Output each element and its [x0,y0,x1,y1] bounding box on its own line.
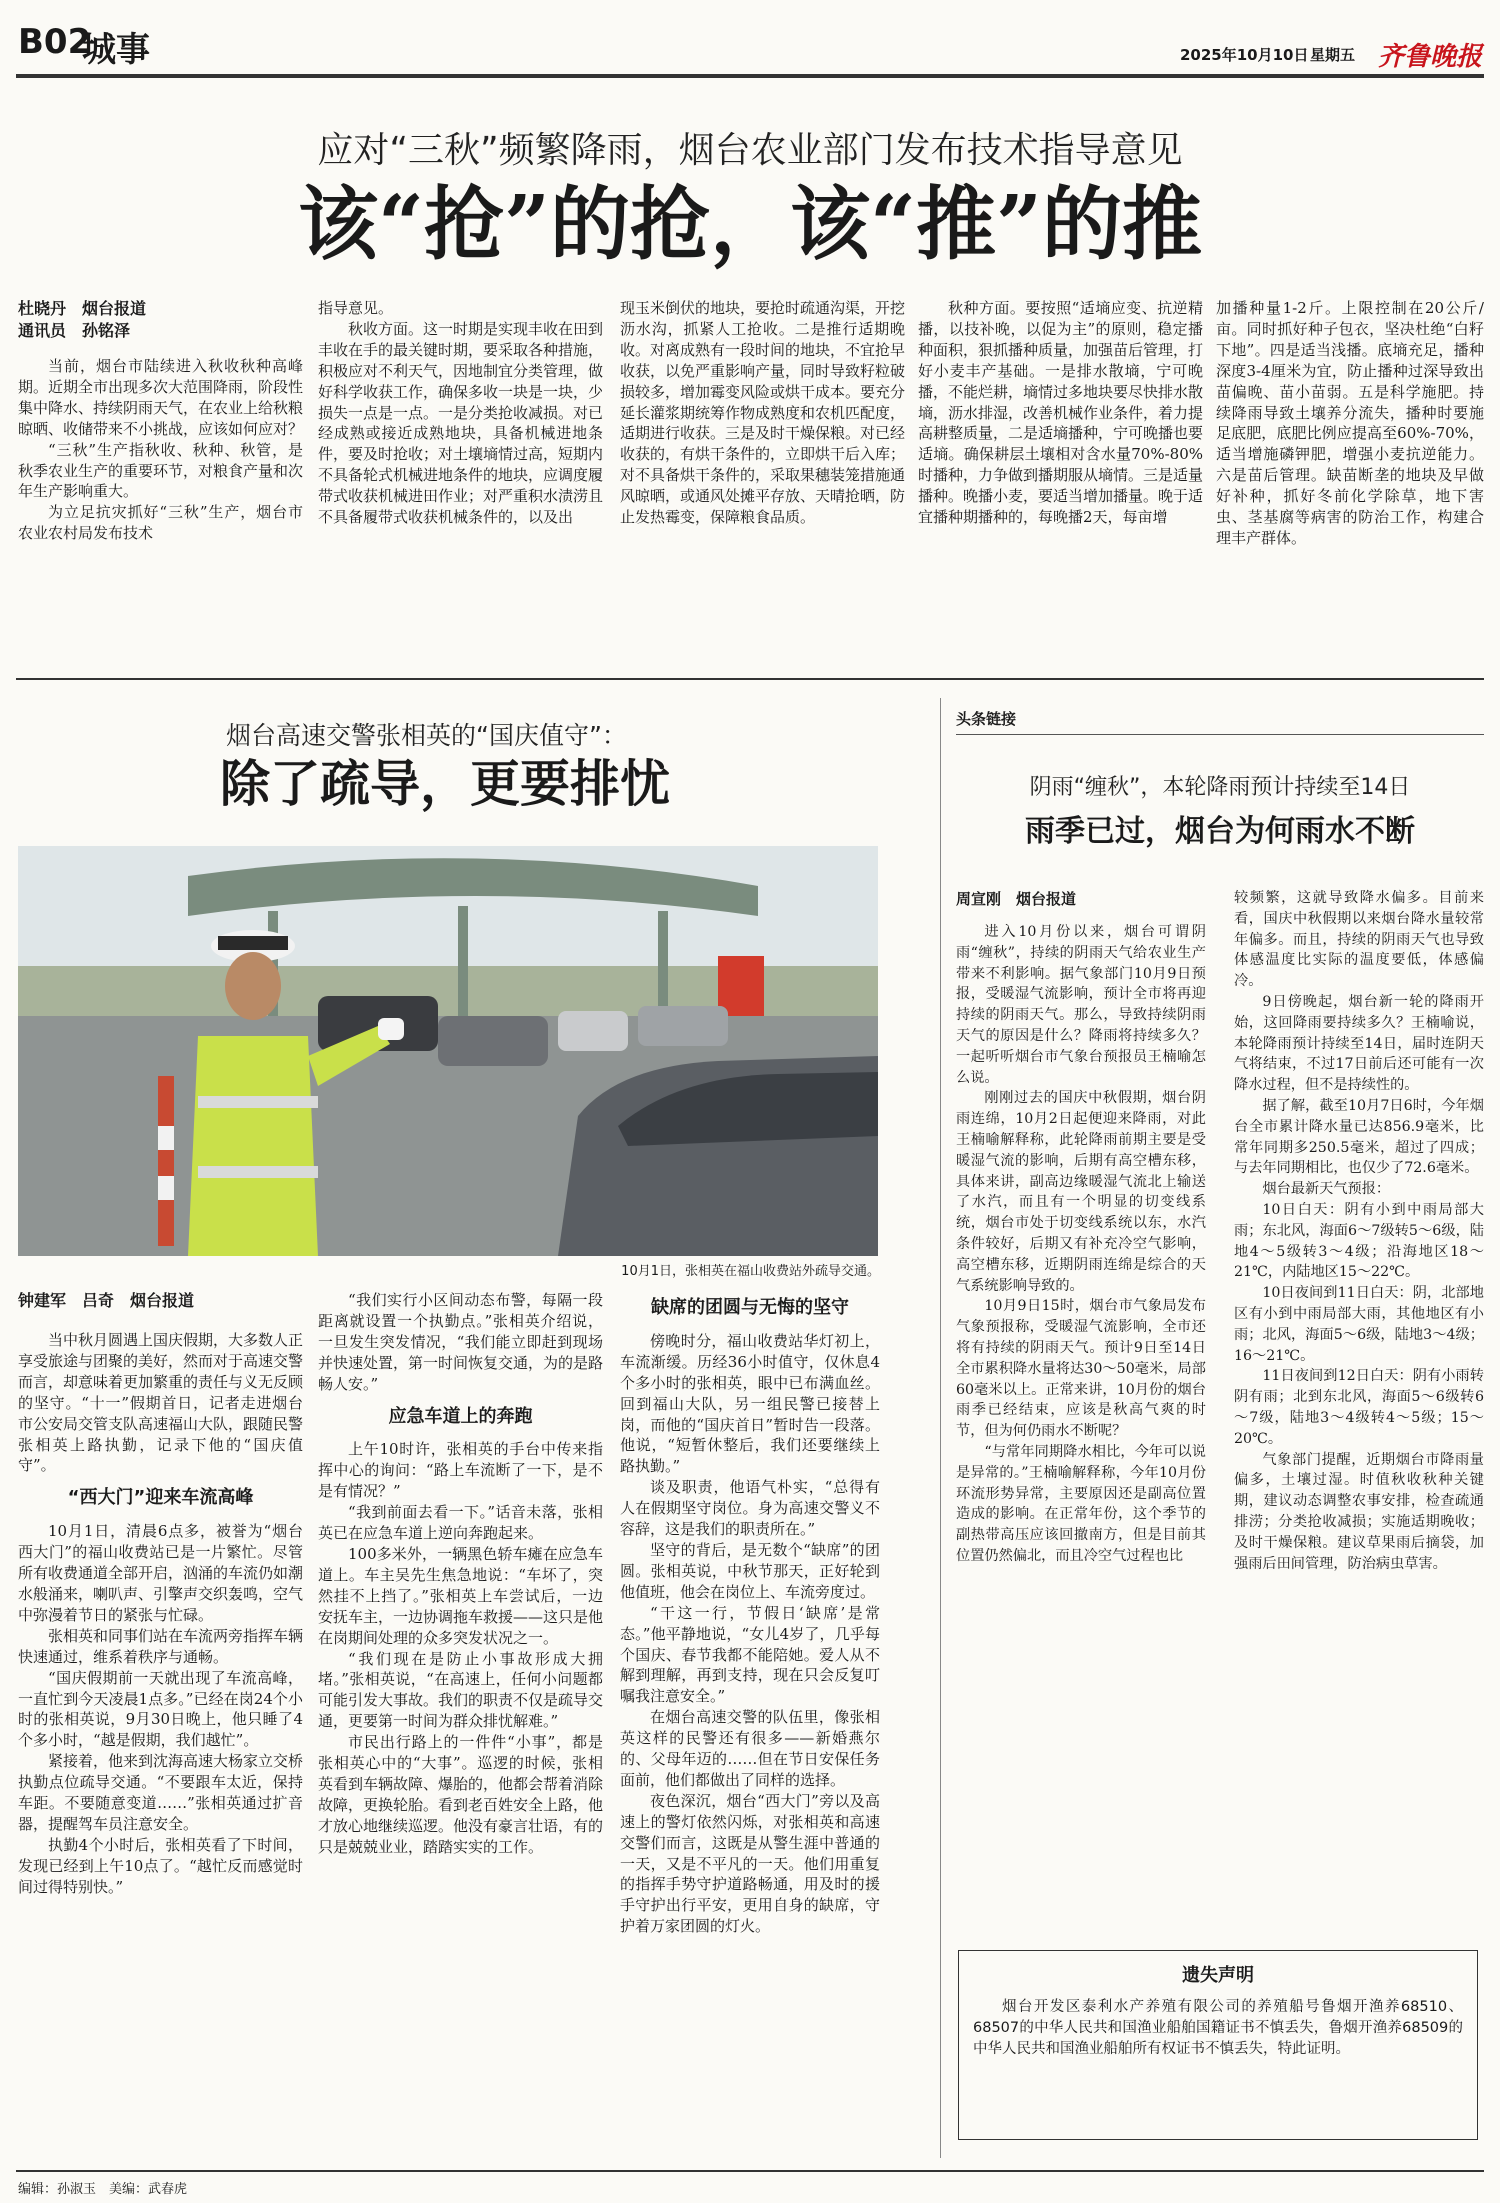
photo-caption: 10月1日，张相英在福山收费站外疏导交通。 [621,1264,880,1279]
article2-kicker: 烟台高速交警张相英的“国庆值守”： [226,721,627,750]
paragraph: 较频繁，这就导致降水偏多。目前来看，国庆中秋假期以来烟台降水量较常年偏多。而且，持续的阴雨天气也导致体感温度比实际的温度要低，体感偏冷。 [1234,890,1484,990]
paragraph: 气象部门提醒，近期烟台市降雨量偏多，土壤过湿。时值秋收秋种关键期，建议动态调整农事安排，检查疏通排涝；分类抢收减损；实施适期晚收；及时干燥保粮。建议草果雨后摘袋，加强雨后田间管理，防治病虫草害。 [1234,1451,1484,1572]
paragraph: 执勤4个小时后，张相英看了下时间，发现已经到上午10点了。“越忙反而感觉时间过得特别快。” [18,1835,303,1896]
paragraph: 10月9日15时，烟台市气象局发布气象预报称，受暖湿气流影响，全市还将有持续的阴雨天气。预计9日至14日全市累积降水量将达30～50毫米，局部60毫米以上。正常来讲，10月份的烟台雨季已经结束，应该是秋高气爽的时节，但为何仍雨水不断呢？ [956,1298,1206,1440]
paragraph: “国庆假期前一天就出现了车流高峰，一直忙到今天凌晨1点多。”已经在岗24个小时的张相英说，9月30日晚上，他只睡了4个多小时，“越是假期，我们越忙”。 [18,1668,303,1750]
paragraph: 刚刚过去的国庆中秋假期，烟台阴雨连绵，10月2日起便迎来降雨，对此王楠喻解释称，此轮降雨前期主要是受暖湿气流的影响，后期有高空槽东移，具体来讲，副高边缘暖湿气流北上输送了水汽，而且有一个明显的切变线系统，烟台市处于切变线系统以东，水汽条件较好，后期又有补充冷空气影响，高空槽东移，近期阴雨连绵是综合的天气系统影响导致的。 [956,1090,1206,1294]
paragraph: 秋收方面。这一时期是实现丰收在田到丰收在手的最关键时期，要采取各种措施，积极应对不利天气，因地制宜分类管理，做好科学收获工作，确保多收一块是一块，少损失一点是一点。一是分类抢收减损。对已经成熟或接近成熟地块，具备机械进地条件，要及时抢收；对土壤墒情过高，短期内不具备轮式机械进地条件的地块，应调度履带式收获机械进田作业；对严重积水渍涝且不具备履带式收获机械条件的，以及出 [318,319,603,527]
article2-headline: 除了疏导，更要排忧 [220,754,670,813]
article1-column-4 [918,298,1203,638]
lost-notice-box [958,1950,1478,2140]
header-rule [16,74,1484,78]
article1-column-3 [620,298,905,638]
article3-byline: 周宣刚 烟台报道 [956,890,1077,908]
footer-editor: 编辑：孙淑玉 美编：武春虎 [18,2182,188,2197]
article1-kicker: 应对“三秋”频繁降雨，烟台农业部门发布技术指导意见 [317,130,1183,171]
paragraph: 秋种方面。要按照“适墒应变、抗逆精播，以技补晚，以促为主”的原则，稳定播种面积，狠抓播种质量，加强苗后管理，打好小麦丰产基础。一是排水散墒，宁可晚播，不能烂耕，墒情过多地块要尽快排水散墒，沥水排湿，改善机械作业条件，着力提高耕整质量，二是适墒播种，宁可晚播也要适墒。确保耕层土壤相对含水量70%-80%时播种，力争做到播期服从墒情。三是适量播种。晚播小麦，要适当增加播量。晚于适宜播种期播种的，每晚播2天，每亩增 [918,299,1203,527]
article3-column-1 [956,888,1206,1938]
lost-notice-text: 烟台开发区泰利水产养殖有限公司的养殖船号鲁烟开渔养68510、68507的中华人民共和国渔业船舶国籍证书不慎丢失，鲁烟开渔养68509的中华人民共和国渔业船舶所有权证书不慎丢失，特此证明。 [973,1999,1463,2057]
paragraph: 100多米外，一辆黑色轿车瘫在应急车道上。车主吴先生焦急地说：“车坏了，突然挂不上挡了。”张相英上车尝试后，一边安抚车主，一边协调拖车救援——这只是他在岗期间处理的众多突发状况之一。 [318,1544,603,1647]
paragraph: 加播种量1-2斤。上限控制在20公斤/亩。同时抓好种子包衣，坚决杜绝“白籽下地”。四是适当浅播。底墒充足，播种深度3-4厘米为宜，防止播种过深导致出苗偏晚、苗小苗弱。五是科学施肥。持续降雨导致土壤养分流失，播种时要施足底肥，底肥比例应提高至60%-70%，适当增施磷钾肥，增强小麦抗逆能力。六是苗后管理。缺苗断垄的地块及早做好补种，抓好冬前化学除草，地下害虫、茎基腐等病害的防治工作，构建合理丰产群体。 [1216,299,1484,547]
link-label: 头条链接 [956,710,1017,728]
section-divider [16,678,1484,680]
paragraph: “我到前面去看一下。”话音未落，张相英已在应急车道上逆向奔跑起来。 [318,1503,603,1543]
article1-byline-reporter: 杜晓丹 烟台报道 [18,299,147,318]
subheading: 应急车道上的奔跑 [388,1405,533,1427]
paragraph: 据了解，截至10月7日6时，今年烟台全市累计降水量已达856.9毫米，比常年同期多250.5毫米，超过了四成；与去年同期相比，也仅少了72.6毫米。 [1234,1097,1484,1177]
article2-column-3 [620,1290,880,2170]
paragraph: 当前，烟台市陆续进入秋收秋种高峰期。近期全市出现多次大范围降雨，阶段性集中降水、持续阴雨天气，在农业上给秋粮晾晒、收储带来不小挑战，应该如何应对？ [18,357,303,438]
paragraph: 傍晚时分，福山收费站华灯初上，车流渐缓。历经36小时值守，仅休息4个多小时的张相英，眼中已布满血丝。回到福山大队，另一组民警已接替上岗，而他的“国庆首日”暂时告一段落。他说，“短暂休整后，我们还要继续上路执勤。” [620,1331,880,1476]
paragraph: 烟台最新天气预报： [1262,1181,1391,1198]
subheading: 缺席的团圆与无悔的坚守 [651,1297,849,1318]
paragraph: 11日夜间到12日白天：阴有小雨转阴有雨；北到东北风，海面5～6级转6～7级，陆地3～4级转4～5级；15～20℃。 [1234,1368,1484,1447]
section-name: 城事 [82,30,150,70]
paragraph: 谈及职责，他语气朴实，“总得有人在假期坚守岗位。身为高速交警义不容辞，这是我们的职责所在。” [620,1478,880,1539]
paragraph: 9日傍晚起，烟台新一轮的降雨开始，这回降雨要持续多久？王楠喻说，本轮降雨预计持续至14日，届时连阴天气将结束，不过17日前后还可能有一次降水过程，但不是持续性的。 [1234,993,1484,1094]
paper-logo: 齐鲁晚报 [1378,42,1483,72]
paragraph: “三秋”生产指秋收、秋种、秋管，是秋季农业生产的重要环节，对粮食产量和次年生产影响重大。 [18,440,303,501]
paragraph: 进入10月份以来，烟台可谓阴雨“缠秋”，持续的阴雨天气给农业生产带来不利影响。据气象部门10月9日预报，受暖湿气流影响，预计全市将再迎持续的阴雨天气。那么，导致持续阴雨天气的原因是什么？降雨将持续多久？一起听听烟台市气象台预报员王楠喻怎么说。 [956,924,1206,1086]
article3-kicker: 阴雨“缠秋”，本轮降雨预计持续至14日 [1029,775,1411,800]
article1-headline: 该“抢”的抢，该“推”的推 [297,177,1203,271]
paragraph: 夜色深沉，烟台“西大门”旁以及高速上的警灯依然闪烁，对张相英和高速交警们而言，这既是从警生涯中普通的一天，又是不平凡的一天。他们用重复的指挥手势守护道路畅通，用及时的援手守护出行平安，更用自身的缺席，守护着万家团圆的灯火。 [620,1791,880,1936]
paragraph: 现玉米倒伏的地块，要抢时疏通沟渠，开挖沥水沟，抓紧人工抢收。二是推行适期晚收。对离成熟有一段时间的地块，不宜抢早收获，以免严重影响产量，同时导致籽粒破损较多，增加霉变风险或烘干成本。要充分延长灌浆期统筹作物成熟度和农机匹配度，适期进行收获。三是及时干燥保粮。对已经收获的，有烘干条件的，立即烘干后入库；对不具备烘干条件的，采取果穗装笼措施通风晾晒，或通风处摊平存放、天晴抢晒，防止发热霉变，保障粮食品质。 [620,299,905,527]
photo-illustration [18,846,878,1256]
subheading: “西大门”迎来车流高峰 [67,1487,254,1509]
paragraph: 张相英和同事们站在车流两旁指挥车辆快速通过，维系着秩序与通畅。 [18,1626,303,1666]
paragraph: “我们实行小区间动态布警，每隔一段距离就设置一个执勤点。”张相英介绍说，一旦发生突发情况，“我们能立即赶到现场并快速处置，第一时间恢复交通，为的是路畅人安。” [318,1291,603,1393]
issue-date: 2025年10月10日 [1180,46,1309,64]
article3-headline: 雨季已过，烟台为何雨水不断 [1025,814,1415,849]
label-rule [956,734,1484,735]
traffic-police-photo [18,846,878,1256]
paragraph: 10日白天：阴有小到中雨局部大雨；东北风，海面6～7级转5～6级，陆地4～5级转3～4级；沿海地区18～21℃，内陆地区15～22℃。 [1234,1201,1484,1281]
paragraph: 在烟台高速交警的队伍里，像张相英这样的民警还有很多——新婚燕尔的、父母年迈的……但在节日安保任务面前，他们都做出了同样的选择。 [620,1708,880,1789]
article2-column-2 [318,1290,603,2170]
article2-column-1 [18,1290,303,2170]
article1-column-2 [318,298,603,638]
lost-notice-title: 遗失声明 [1182,1965,1254,1986]
column-divider [940,698,941,2158]
article3-column-2 [1234,888,1484,1938]
article1-column-5 [1216,298,1484,638]
page-number: B02 [18,22,92,62]
paragraph: 上午10时许，张相英的手台中传来指挥中心的询问：“路上车流断了一下，是不是有情况？” [318,1440,603,1501]
article1-byline-correspondent: 通讯员 孙铭泽 [18,321,131,340]
paragraph: 市民出行路上的一件件“小事”，都是张相英心中的“大事”。巡逻的时候，张相英看到车辆故障、爆胎的，他都会帮着消除故障，更换轮胎。看到老百姓安全上路，他才放心地继续巡逻。他没有豪言壮语，有的只是兢兢业业，踏踏实实的工作。 [318,1733,603,1856]
footer-rule [16,2170,1484,2172]
article1-column-1 [18,298,303,638]
issue-weekday: 星期五 [1310,46,1356,64]
paragraph: “与常年同期降水相比，今年可以说是异常的。”王楠喻解释称，今年10月份环流形势异常，主要原因还是副高位置造成的影响。在正常年份，这个季节的副热带高压应该回撤南方，但是目前其位置仍然偏北，而且冷空气过程也比 [956,1443,1206,1564]
paragraph: 紧接着，他来到沈海高速大杨家立交桥执勤点位疏导交通。“不要跟车太近，保持车距。不要随意变道……”张相英通过扩音器，提醒驾车员注意安全。 [18,1752,303,1833]
paragraph: 坚守的背后，是无数个“缺席”的团圆。张相英说，中秋节那天，正好轮到他值班，他会在岗位上、车流旁度过。 [620,1540,880,1601]
article2-byline: 钟建军 吕奇 烟台报道 [18,1291,195,1310]
paragraph: 10日夜间到11日白天：阴，北部地区有小到中雨局部大雨，其他地区有小雨；北风，海面5～6级，陆地3～4级；16～21℃。 [1234,1285,1484,1364]
paragraph: 10月1日，清晨6点多，被誉为“烟台西大门”的福山收费站已是一片繁忙。尽管所有收费通道全部开启，汹涌的车流仍如潮水般涌来，喇叭声、引擎声交织轰鸣，空气中弥漫着节日的紧张与忙碌。 [18,1522,303,1624]
paragraph: 当中秋月圆遇上国庆假期，大多数人正享受旅途与团聚的美好，然而对于高速交警而言，却意味着更加繁重的责任与义无反顾的坚守。“十一”假期首日，记者走进烟台市公安局交管支队高速福山大队，跟随民警张相英上路执勤，记录下他的“国庆值守”。 [18,1331,303,1475]
paragraph: “干这一行，节假日‘缺席’是常态。”他平静地说，“女儿4岁了，几乎每个国庆、春节我都不能陪她。爱人从不解到理解，再到支持，现在只会反复叮嘱我注意安全。” [620,1603,880,1706]
paragraph: 指导意见。 [318,299,394,317]
paragraph: 为立足抗灾抓好“三秋”生产，烟台市农业农村局发布技术 [18,503,303,543]
paragraph: “我们现在是防止小事故形成大拥堵。”张相英说，“在高速上，任何小问题都可能引发大事故。我们的职责不仅是疏导交通，更要第一时间为群众排忧解难。” [318,1649,603,1731]
